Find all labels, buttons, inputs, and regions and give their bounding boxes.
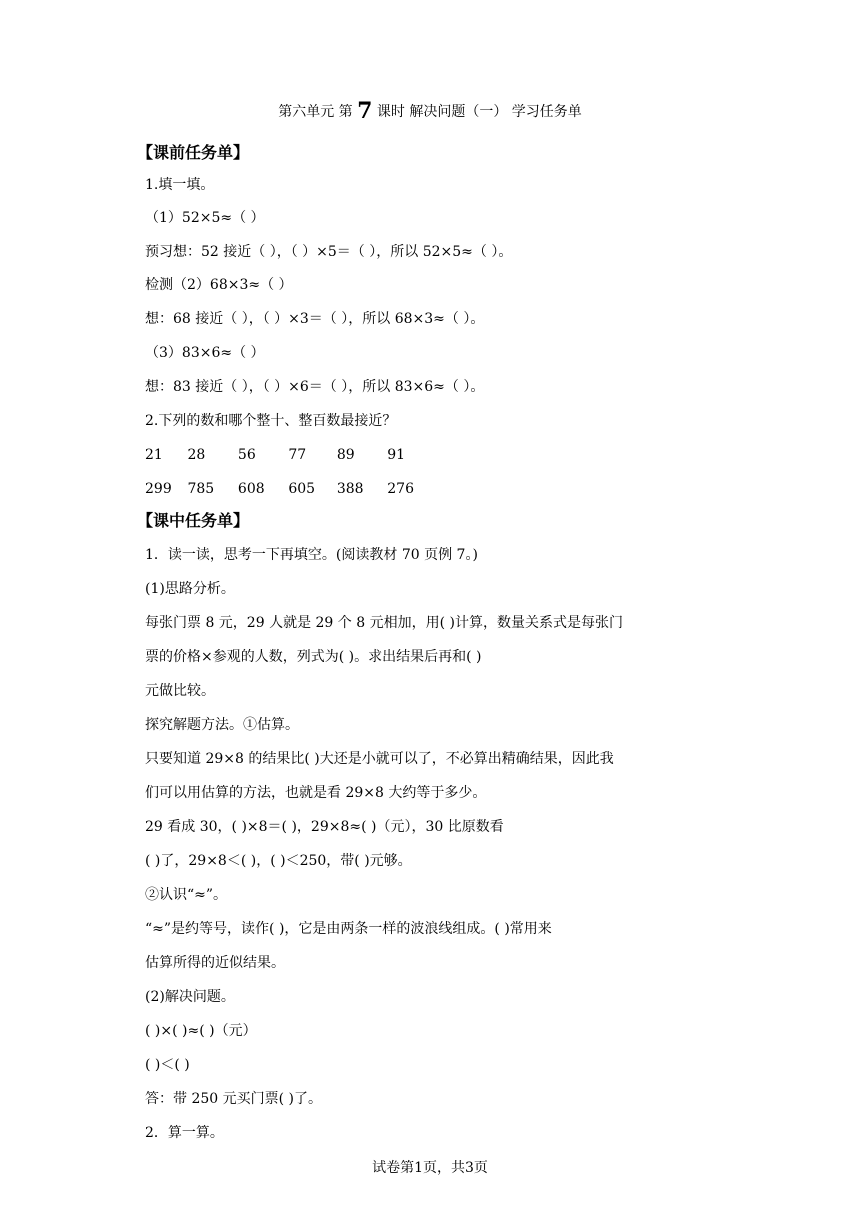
lesson-number: 7	[357, 98, 373, 124]
number-cell: 388	[336, 481, 364, 497]
title-prefix: 第六单元 第	[278, 104, 353, 120]
question-1-item-2: 检测（2）68×3≈（ ）	[145, 277, 293, 293]
section-heading-in-class: 【课中任务单】	[137, 511, 250, 530]
page-title	[0, 98, 860, 123]
number-cell: 91	[387, 447, 406, 463]
question-1-think-2: 想：68 接近（ ），（ ）×3＝（ ），所以 68×3≈（ ）。	[145, 311, 485, 327]
number-cell: 299	[145, 481, 172, 497]
thinking-analysis-heading: (1)思路分析。	[145, 581, 235, 597]
solve-line-2: ( )＜( )	[145, 1057, 190, 1073]
explore-method-heading: 探究解题方法。①估算。	[145, 717, 299, 733]
page-footer: 试卷第1页，共3页	[372, 1160, 488, 1176]
number-cell: 21	[145, 447, 163, 463]
number-cell: 56	[237, 447, 256, 463]
question-1-item-3: （3）83×6≈（ ）	[145, 345, 265, 361]
analysis-line-1: 每张门票 8 元，29 人就是 29 个 8 元相加，用( )计算，数量关系式是每张门	[145, 615, 623, 631]
approx-symbol-line-2: 估算所得的近似结果。	[145, 955, 285, 971]
number-cell: 785	[187, 481, 215, 497]
number-cell: 276	[387, 481, 414, 497]
number-cell: 605	[288, 481, 316, 497]
solve-line-1: ( )×( )≈( )（元）	[145, 1023, 257, 1039]
number-cell: 77	[288, 447, 307, 463]
estimate-line-3: 29 看成 30，( )×8＝( )，29×8≈( )（元），30 比原数看	[145, 819, 504, 835]
title-suffix: 课时 解决问题（一） 学习任务单	[376, 104, 582, 120]
calculate-heading: 2．算一算。	[145, 1125, 224, 1141]
question-1-item-1: （1）52×5≈（ ）	[145, 210, 265, 226]
estimate-line-1: 只要知道 29×8 的结果比( )大还是小就可以了，不必算出精确结果，因此我	[145, 751, 614, 767]
estimate-line-4: ( )了，29×8＜( )，( )＜250，带( )元够。	[145, 853, 412, 869]
reading-task: 1．读一读，思考一下再填空。(阅读教材 70 页例 7。)	[145, 547, 478, 563]
number-cell: 28	[187, 447, 206, 463]
question-1-preview-think: 预习想：52 接近（ ），（ ）×5＝（ ），所以 52×5≈（ ）。	[145, 244, 513, 260]
section-heading-pre-task: 【课前任务单】	[137, 143, 250, 162]
answer-line: 答：带 250 元买门票( )了。	[145, 1091, 322, 1107]
analysis-line-2: 票的价格×参观的人数，列式为( )。求出结果后再和( )	[145, 649, 482, 665]
question-1-heading: 1.填一填。	[145, 177, 215, 193]
approx-symbol-heading: ②认识“≈”。	[145, 887, 228, 903]
number-cell: 89	[336, 447, 355, 463]
number-cell: 608	[237, 481, 265, 497]
number-row-1	[145, 445, 427, 465]
number-row-2	[145, 479, 427, 499]
solve-problem-heading: (2)解决问题。	[145, 989, 235, 1005]
approx-symbol-line-1: “≈”是约等号，读作( )，它是由两条一样的波浪线组成。( )常用来	[145, 921, 552, 937]
analysis-line-3: 元做比较。	[145, 683, 215, 699]
question-1-think-3: 想：83 接近（ ），（ ）×6＝（ ），所以 83×6≈（ ）。	[145, 379, 485, 395]
question-2-heading: 2.下列的数和哪个整十、整百数最接近？	[145, 413, 397, 429]
estimate-line-2: 们可以用估算的方法，也就是看 29×8 大约等于多少。	[145, 785, 487, 801]
